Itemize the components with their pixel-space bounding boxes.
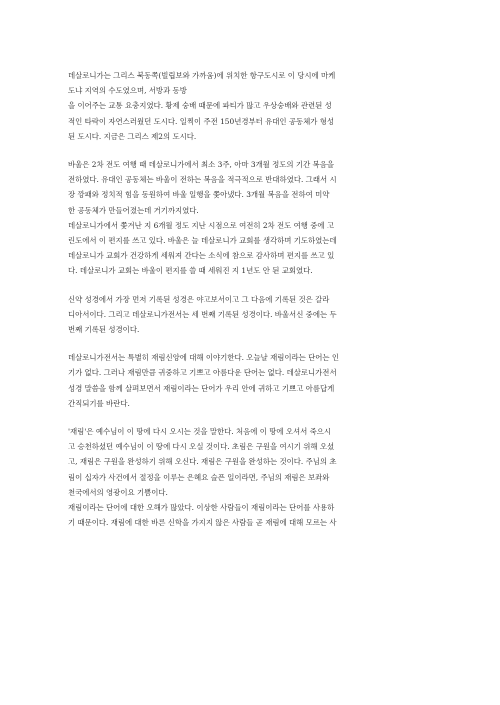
text-line: 적인 타락이 자연스러웠던 도시다. 일찍이 주전 150년경부터 유대인 공동체가 형성 bbox=[68, 116, 335, 126]
text-line: 천국에서의 영광이요 기쁨이다. bbox=[68, 487, 168, 497]
text-line: 재림이라는 단어에 대한 오해가 많았다. 이상한 사람들이 재림이라는 단어를 사용하 bbox=[68, 503, 335, 513]
text-line: 림이 십자가 사건에서 절정을 이루는 은혜요 슬픈 일이라면, 주님의 재림은 보좌와 bbox=[68, 472, 330, 482]
text-line: '재림'은 예수님이 이 땅에 다시 오시는 것을 말한다. 처음에 이 땅에 오셔서 죽으시 bbox=[68, 427, 332, 437]
text-line: 간직되기를 바란다. bbox=[68, 398, 130, 408]
text-line: 장 깡패와 정치적 힘을 동원하여 바울 일행을 쫓아냈다. 3개월 복음을 전하여 미약 bbox=[68, 190, 330, 200]
text-line: 데살로니가에서 쫓겨난 지 6개월 정도 지난 시점으로 여전히 2차 전도 여행 중에 고 bbox=[68, 220, 335, 230]
text-line: 기가 없다. 그러나 재림만큼 귀중하고 기쁘고 아름다운 단어는 없다. 데살로니가전서 bbox=[68, 368, 337, 378]
text-line: 바울은 2차 전도 여행 때 데살로니가에서 최소 3주, 아마 3개월 정도의 기간 복음을 bbox=[68, 160, 334, 170]
text-line: 데살로니가 교회가 건강하게 세워져 간다는 소식에 참으로 감사하며 편지를 쓰고 있 bbox=[68, 251, 335, 261]
text-line: 번째 기록된 성경이다. bbox=[68, 325, 140, 335]
text-line: 디아서이다. 그리고 데살로니가전서는 세 번째 기록된 성경이다. 바울서신 중에는 두 bbox=[68, 309, 337, 319]
paragraph-thessalonica-city bbox=[68, 68, 434, 144]
paragraph-second-coming-meaning bbox=[68, 424, 434, 530]
document-body bbox=[68, 68, 434, 543]
text-line: 성경 말씀을 함께 살펴보면서 재림이라는 단어가 우리 안에 귀하고 기쁘고 아름답게 bbox=[68, 383, 335, 393]
text-line: 데살로니가는 그리스 북동쪽(빌립보와 가까움)에 위치한 항구도시로 이 당시에 마케 bbox=[68, 71, 336, 80]
text-line: 된 도시다. 지금은 그리스 제2의 도시다. bbox=[68, 131, 197, 141]
text-line: 도냐 지역의 수도였으며, 서방과 동방 bbox=[68, 86, 187, 96]
text-line: 고, 재림은 구원을 완성하기 위해 오신다. 재림은 구원을 완성하는 것이다. 주님의 초 bbox=[68, 457, 337, 467]
text-line: 다. 데살로니가 교회는 바울이 편지를 쓸 때 세워진 지 1년도 안 된 교회였다. bbox=[68, 266, 313, 276]
text-line: 전하였다. 유대인 공동체는 바울이 전하는 복음을 적극적으로 반대하였다. 그래서 시 bbox=[68, 175, 337, 185]
text-line: 데살로니가전서는 특별히 재림신앙에 대해 이야기한다. 오늘날 재림이라는 단어는 인 bbox=[68, 353, 340, 363]
paragraph-paul-mission bbox=[68, 157, 434, 279]
text-line: 을 이어주는 교통 요충지였다. 황제 숭배 때문에 파티가 많고 우상숭배와 관련된 성 bbox=[68, 101, 332, 111]
text-line: 기 때문이다. 재림에 대한 바른 신학을 가지지 않은 사람들 곧 재림에 대해 모르는 사 bbox=[68, 518, 337, 528]
paragraph-writing-order bbox=[68, 292, 434, 338]
text-line: 린도에서 이 편지를 쓰고 있다. 바울은 늘 데살로니가 교회를 생각하며 기도하였는데 bbox=[68, 236, 337, 246]
paragraph-second-coming-intro bbox=[68, 350, 434, 411]
text-line: 신약 성경에서 가장 먼저 기록된 성경은 야고보서이고 그 다음에 기록된 것은 갈라 bbox=[68, 294, 330, 304]
text-line: 한 공동체가 만들어졌는데 거기까지였다. bbox=[68, 205, 199, 215]
text-line: 고 승천하셨던 예수님이 이 땅에 다시 오실 것이다. 초림은 구원을 여시기 위해 오셨 bbox=[68, 442, 335, 452]
